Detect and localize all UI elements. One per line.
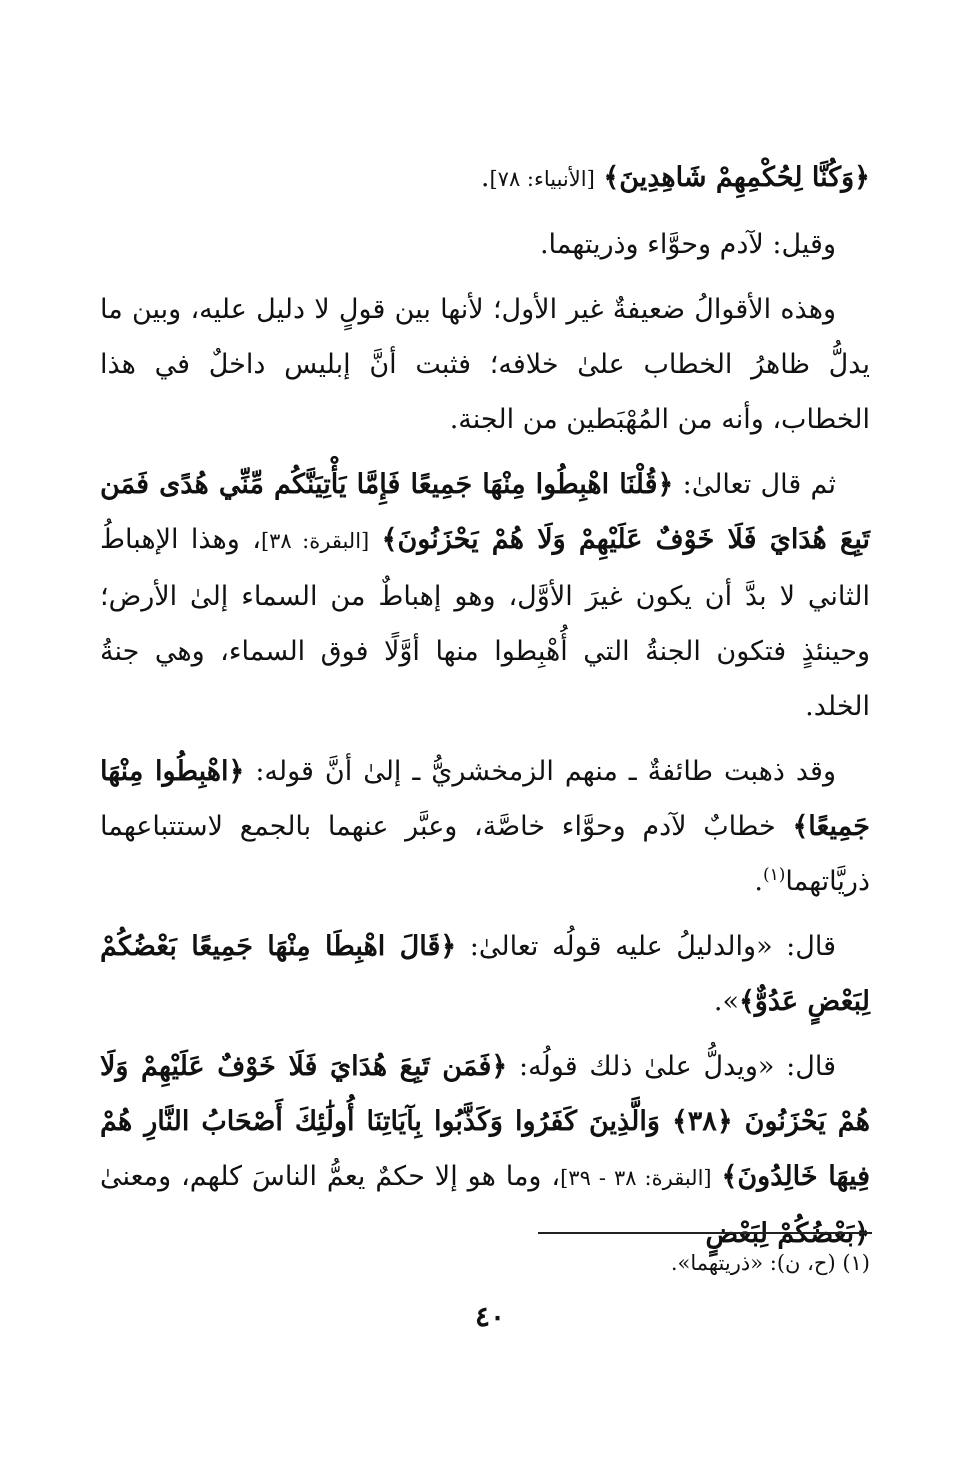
paragraph-5: وقد ذهبت طائفةٌ ـ منهم الزمخشريُّ ـ إلىٰ أنَّ قوله: ﴿اهْبِطُوا مِنْهَا جَمِيعًا﴾ خطابٌ لآدم وحوَّاء خاصَّة، وعبَّر عنهما بالجمع لاستتباعهما ذريَّاتهما$^{(١)}$. [100, 756, 870, 897]
quran-verse: ﴿فَمَن تَبِعَ هُدَايَ فَلَا خَوْفٌ عَلَيْهِمْ وَلَا هُمْ يَحْزَنُونَ ﴿٣٨﴾ وَالَّذِينَ كَفَرُوا وَكَذَّبُوا بِآيَاتِنَا أُولَٰئِكَ أَصْحَابُ النَّارِ هُمْ فِيهَا خَالِدُونَ﴾ [100, 1051, 870, 1192]
quran-verse: ﴿بَعْضُكُمْ لِبَعْضٍ [705, 1218, 870, 1249]
quran-verse: ﴿اهْبِطُوا مِنْهَا جَمِيعًا﴾ [100, 756, 870, 842]
main-text [100, 150, 870, 1261]
page-number: ٤٠ [474, 1300, 506, 1333]
verse-reference: [البقرة: ٣٨] [260, 529, 370, 553]
footnote-marker: (١) [762, 865, 786, 885]
verse-reference: [الأنبياء: ٧٨] [489, 167, 595, 191]
quran-verse: ﴿قُلْنَا اهْبِطُوا مِنْهَا جَمِيعًا فَإِمَّا يَأْتِيَنَّكُم مِّنِّي هُدًى فَمَن تَبِعَ هُدَايَ فَلَا خَوْفٌ عَلَيْهِمْ وَلَا هُمْ يَحْزَنُونَ﴾ [100, 469, 870, 555]
quran-verse: ﴿وَكُنَّا لِحُكْمِهِمْ شَاهِدِينَ﴾ [603, 162, 870, 193]
paragraph-3: وهذه الأقوالُ ضعيفةٌ غير الأول؛ لأنها بين قولٍ لا دليل عليه، وبين ما يدلُّ ظاهرُ الخطاب علىٰ خلافه؛ فثبت أنَّ إبليس داخلٌ في هذا الخطاب، وأنه من المُهْبَطين من الجنة. [100, 294, 870, 435]
footnote: (١) (ح، ن): «ذريتهما». [670, 1251, 870, 1275]
paragraph-7: قال: «ويدلُّ علىٰ ذلك قولُه: ﴿فَمَن تَبِعَ هُدَايَ فَلَا خَوْفٌ عَلَيْهِمْ وَلَا هُمْ يَحْزَنُونَ ﴿٣٨﴾ وَالَّذِينَ كَفَرُوا وَكَذَّبُوا بِآيَاتِنَا أُولَٰئِكَ أَصْحَابُ النَّارِ هُمْ فِيهَا خَالِدُونَ﴾ [البقرة: ٣٨ - ٣٩]، وما هو إلا حكمٌ يعمُّ الناسَ كلهم، ومعنىٰ ﴿بَعْضُكُمْ لِبَعْضٍ [100, 1051, 870, 1249]
paragraph-4: ثم قال تعالىٰ: ﴿قُلْنَا اهْبِطُوا مِنْهَا جَمِيعًا فَإِمَّا يَأْتِيَنَّكُم مِّنِّي هُدًى فَمَن تَبِعَ هُدَايَ فَلَا خَوْفٌ عَلَيْهِمْ وَلَا هُمْ يَحْزَنُونَ﴾ [البقرة: ٣٨]، وهذا الإهباطُ الثاني لا بدَّ أن يكون غيرَ الأوَّل، وهو إهباطٌ من السماء إلىٰ الأرض؛ وحينئذٍ فتكون الجنةُ التي أُهْبِطوا منها أوَّلًا فوق السماء، وهي جنةُ الخلد. [100, 469, 871, 722]
footnote-separator [538, 1232, 872, 1234]
paragraph-verse-anbiya: ﴿وَكُنَّا لِحُكْمِهِمْ شَاهِدِينَ﴾ [الأنبياء: ٧٨]. [480, 162, 870, 193]
verse-reference: [البقرة: ٣٨ - ٣٩] [560, 1166, 712, 1190]
paragraph-2: وقيل: لآدم وحوَّاء وذريتهما. [539, 229, 836, 260]
paragraph-6: قال: «والدليلُ عليه قولُه تعالىٰ: ﴿قَالَ اهْبِطَا مِنْهَا جَمِيعًا بَعْضُكُمْ لِبَعْضٍ عَدُوٌّ﴾». [100, 931, 870, 1017]
quran-verse: ﴿قَالَ اهْبِطَا مِنْهَا جَمِيعًا بَعْضُكُمْ لِبَعْضٍ عَدُوٌّ﴾ [100, 931, 870, 1017]
